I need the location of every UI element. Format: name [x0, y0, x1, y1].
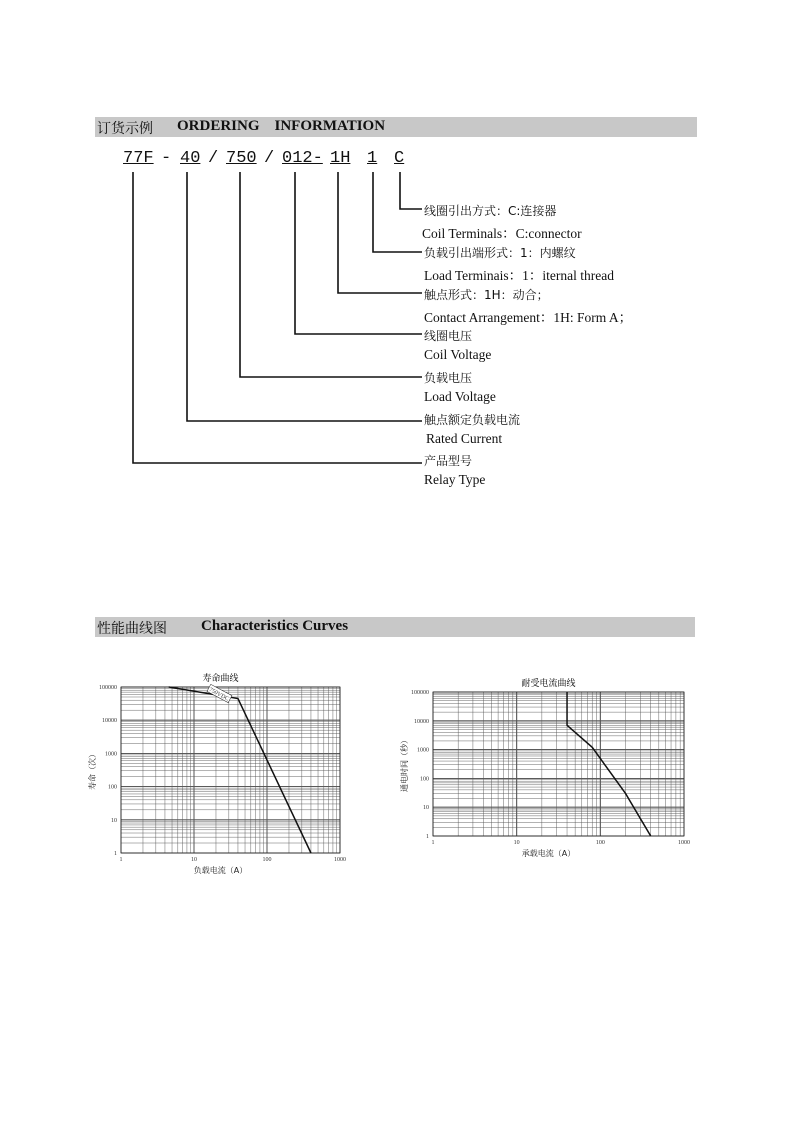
code-sep-2: / — [208, 149, 219, 168]
withstand-curve-y-axis-label: 通电时间（秒） — [400, 736, 409, 792]
withstand-curve-x-tick-label: 1 — [431, 840, 435, 846]
desc-load-voltage-en: Load Voltage — [424, 389, 496, 404]
characteristics-title-cn: 性能曲线图 — [97, 621, 167, 637]
life-curve-y-tick-label: 1 — [114, 851, 117, 857]
life-curve-y-tick-label: 1000 — [105, 751, 117, 758]
desc-load-terminal-cn: 负载引出端形式：1：内螺纹 — [424, 246, 576, 260]
life-curve-y-tick-label: 100 — [108, 784, 117, 791]
withstand-curve-x-axis-label: 承载电流（A） — [521, 849, 576, 858]
withstand-curve-y-tick-label: 10000 — [414, 718, 429, 725]
withstand-curve-y-tick-label: 1000 — [417, 747, 429, 754]
desc-contact-en: Contact Arrangement：1H: Form A； — [424, 310, 633, 325]
desc-contact-cn: 触点形式：1H：动合； — [424, 288, 549, 302]
desc-coil-terminal-cn: 线圈引出方式：C:连接器 — [424, 204, 557, 218]
desc-load-terminal-en: Load Terminais：1：iternal thread — [424, 268, 614, 283]
code-sep-1: - — [161, 149, 172, 168]
code-sep-3: / — [264, 149, 275, 168]
withstand-curve-x-tick-label: 100 — [595, 840, 605, 846]
life-curve-y-tick-label: 10000 — [102, 718, 117, 725]
desc-rated-current-cn: 触点额定负载电流 — [424, 413, 521, 427]
life-curve-x-tick-label: 1000 — [334, 857, 346, 863]
withstand-curve-y-tick-label: 10 — [423, 805, 429, 812]
life-curve-y-tick-label: 100000 — [99, 685, 117, 691]
life-curve-x-tick-label: 10 — [191, 857, 197, 863]
code-load-voltage: 750 — [226, 149, 257, 168]
withstand-curve-x-tick-label: 1000 — [678, 840, 690, 846]
desc-coil-voltage-cn: 线圈电压 — [424, 329, 473, 343]
withstand-curve-y-tick-label: 100 — [420, 776, 429, 783]
code-rated-current: 40 — [180, 149, 201, 168]
life-curve-x-axis-label: 负载电流（A） — [193, 866, 248, 875]
ordering-title-en: ORDERING INFORMATION — [177, 118, 386, 134]
desc-relay-type-cn: 产品型号 — [424, 454, 473, 468]
life-curve-annotation: 750VDC — [207, 687, 230, 703]
characteristics-title-en: Characteristics Curves — [201, 618, 349, 634]
code-coil-terminal: C — [394, 149, 405, 168]
code-load-terminal: 1 — [367, 149, 378, 168]
code-contact-arrangement: 1H — [330, 149, 351, 168]
desc-load-voltage-cn: 负载电压 — [424, 371, 473, 385]
life-curve-y-tick-label: 10 — [111, 817, 117, 824]
withstand-curve-grid — [433, 692, 684, 836]
withstand-curve-frame — [433, 692, 684, 836]
withstand-curve-x-tick-label: 10 — [513, 840, 520, 846]
life-curve-y-axis-label: 寿命（次） — [88, 750, 97, 790]
withstand-curve-y-tick-label: 1 — [426, 834, 429, 840]
desc-relay-type-en: Relay Type — [424, 472, 486, 487]
life-curve-x-tick-label: 1 — [119, 857, 123, 863]
life-curve-title: 寿命曲线 — [202, 674, 239, 684]
withstand-curve-series-line — [567, 692, 651, 836]
withstand-curve-y-tick-label: 100000 — [411, 690, 429, 696]
desc-coil-terminal-en: Coil Terminals：C:connector — [422, 226, 582, 241]
life-curve-x-tick-label: 100 — [262, 857, 272, 863]
withstand-curve-title: 耐受电流曲线 — [521, 679, 576, 689]
desc-coil-voltage-en: Coil Voltage — [424, 347, 492, 362]
desc-rated-current-en: Rated Current — [426, 431, 503, 446]
code-coil-voltage: 012- — [282, 149, 323, 168]
ordering-title-cn: 订货示例 — [97, 121, 153, 137]
code-relay-type: 77F — [123, 149, 154, 168]
